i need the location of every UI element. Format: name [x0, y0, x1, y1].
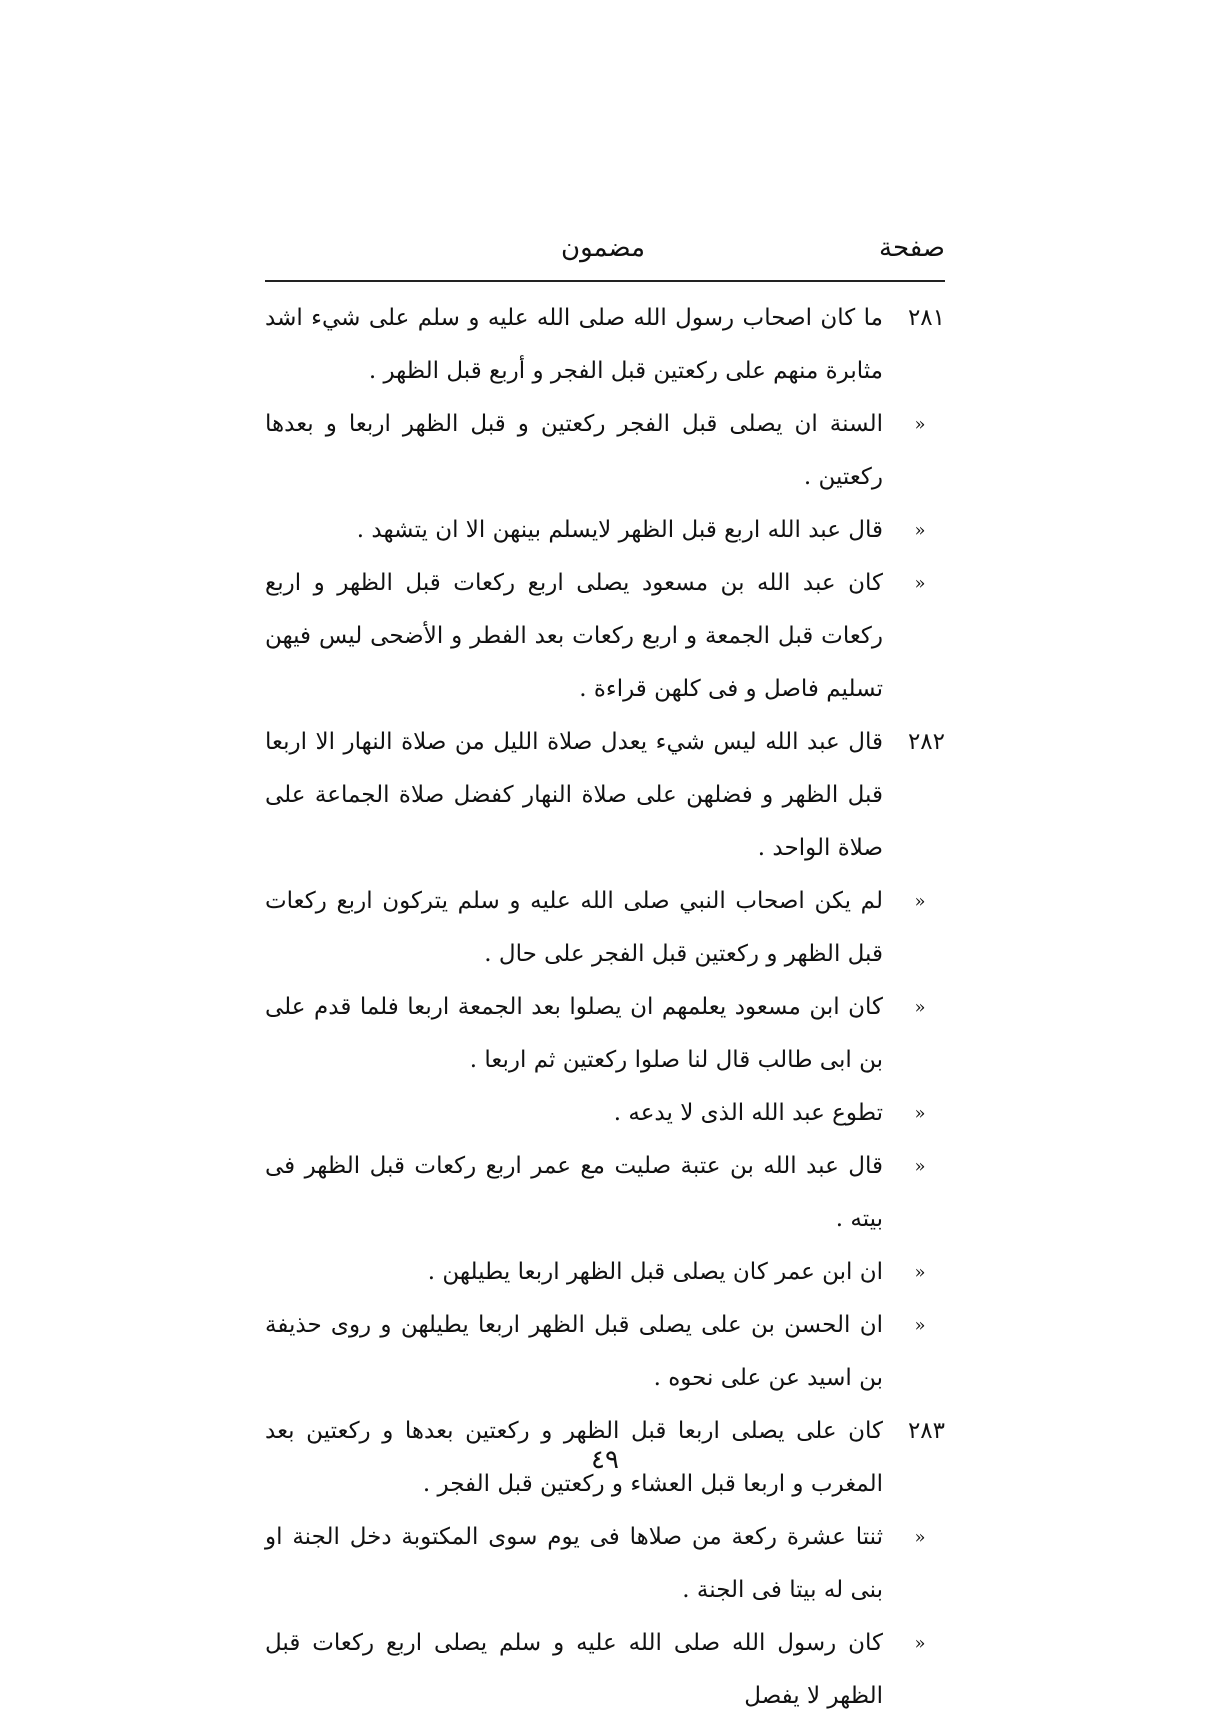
entry-text: كان على يصلى اربعا قبل الظهر و ركعتين بعدها و ركعتين بعد المغرب و اربعا قبل العشاء و ركعتين قبل الفجر .	[265, 1418, 883, 1497]
page-number-marker: ۲۸۲	[907, 729, 945, 755]
entry-text: كان ابن مسعود يعلمهم ان يصلوا بعد الجمعة اربعا فلما قدم على بن ابى طالب قال لنا صلوا ركعتين ثم اربعا .	[265, 994, 883, 1073]
list-item	[265, 504, 945, 557]
list-item	[265, 1140, 945, 1246]
entry-text: قال عبد الله بن عتبة صليت مع عمر اربع ركعات قبل الظهر فى بيته .	[265, 1153, 883, 1232]
ditto-mark: «	[914, 1315, 926, 1336]
ditto-mark: «	[914, 1262, 926, 1283]
page-number-marker: ۲۸۱	[907, 305, 945, 331]
list-item	[265, 1511, 945, 1617]
entry-text: كان عبد الله بن مسعود يصلى اربع ركعات قبل الظهر و اربع ركعات قبل الجمعة و اربع ركعات بعد الفطر و الأضحى ليس فيهن تسليم فاصل و فى كلهن قراءة .	[265, 570, 883, 702]
list-item	[265, 1087, 945, 1140]
entry-text: كان رسول الله صلى الله عليه و سلم يصلى اربع ركعات قبل الظهر لا يفصل	[265, 1630, 883, 1709]
list-item	[265, 292, 945, 398]
table-header	[265, 225, 945, 275]
entry-text: ان ابن عمر كان يصلى قبل الظهر اربعا يطيلهن .	[427, 1259, 883, 1285]
list-item	[265, 981, 945, 1087]
entry-text: ما كان اصحاب رسول الله صلى الله عليه و سلم على شيء اشد مثابرة منهم على ركعتين قبل الفجر و أربع قبل الظهر .	[265, 305, 883, 384]
list-item	[265, 1246, 945, 1299]
entry-text: ان الحسن بن على يصلى قبل الظهر اربعا يطيلهن و روى حذيفة بن اسيد عن على نحوه .	[265, 1312, 883, 1391]
header-divider	[265, 280, 945, 282]
entry-text: قال عبد الله ليس شيء يعدل صلاة الليل من صلاة النهار الا اربعا قبل الظهر و فضلهن على صلاة النهار كفضل صلاة الجماعة على صلاة الواحد .	[265, 729, 883, 861]
page-column-heading: صفحة	[879, 233, 945, 263]
ditto-mark: «	[914, 1156, 926, 1177]
ditto-mark: «	[914, 1633, 926, 1654]
ditto-mark: «	[914, 414, 926, 435]
entry-text: ثنتا عشرة ركعة من صلاها فى يوم سوى المكتوبة دخل الجنة او بنى له بيتا فى الجنة .	[265, 1524, 883, 1603]
entry-text: تطوع عبد الله الذى لا يدعه .	[613, 1100, 883, 1126]
ditto-mark: «	[914, 891, 926, 912]
page-number: ٤٩	[591, 1445, 619, 1475]
ditto-mark: «	[914, 573, 926, 594]
content-column-heading: مضمون	[560, 233, 645, 263]
list-item	[265, 1299, 945, 1405]
entry-text: قال عبد الله اربع قبل الظهر لايسلم بينهن الا ان يتشهد .	[356, 517, 883, 543]
ditto-mark: «	[914, 1103, 926, 1124]
entry-text: لم يكن اصحاب النبي صلى الله عليه و سلم يتركون اربع ركعات قبل الظهر و ركعتين قبل الفجر على حال .	[265, 888, 883, 967]
entry-list	[265, 292, 945, 1723]
page-number-marker: ۲۸۳	[907, 1418, 945, 1444]
ditto-mark: «	[914, 520, 926, 541]
ditto-mark: «	[914, 1527, 926, 1548]
list-item	[265, 875, 945, 981]
list-item	[265, 398, 945, 504]
list-item	[265, 716, 945, 875]
list-item	[265, 557, 945, 716]
list-item	[265, 1617, 945, 1723]
ditto-mark: «	[914, 997, 926, 1018]
entry-text: السنة ان يصلى قبل الفجر ركعتين و قبل الظهر اربعا و بعدها ركعتين .	[265, 411, 883, 490]
